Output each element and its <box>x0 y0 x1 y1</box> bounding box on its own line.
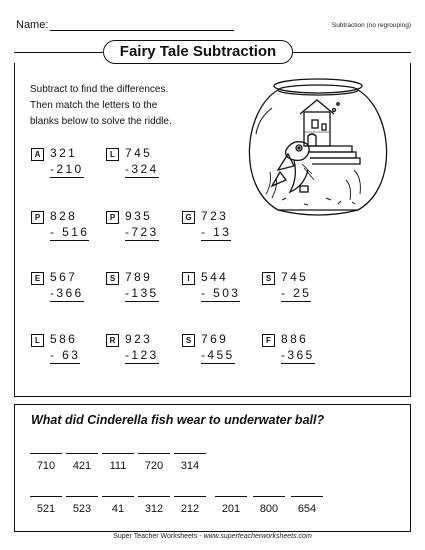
instructions <box>30 82 230 130</box>
problem <box>182 211 252 253</box>
answer-blank[interactable] <box>102 496 134 515</box>
problem-subtrahend: - 503 <box>201 286 241 300</box>
answer-line[interactable] <box>30 453 62 454</box>
answer-line[interactable] <box>138 496 170 497</box>
answer-line[interactable] <box>174 453 206 454</box>
problem-minuend: 923 <box>125 332 153 346</box>
answer-blank[interactable] <box>138 496 170 515</box>
footer <box>0 533 425 540</box>
problem-letter: A <box>31 148 44 161</box>
problem <box>106 148 176 190</box>
problem-subtrahend: -123 <box>125 348 159 362</box>
problem-minuend: 567 <box>50 270 78 284</box>
instruction-line: Then match the letters to the <box>30 100 158 111</box>
problem-letter: E <box>31 272 44 285</box>
problem-subtrahend: -135 <box>125 286 159 300</box>
worksheet-subtitle: Subtraction (no regrouping) <box>331 22 411 29</box>
answer-code: 111 <box>109 460 127 472</box>
page-title: Fairy Tale Subtraction <box>103 40 293 64</box>
answer-line[interactable] <box>102 453 134 454</box>
problem-minuend: 769 <box>201 332 229 346</box>
problem-subtrahend: - 25 <box>281 286 312 300</box>
fishbowl-illustration <box>242 74 394 220</box>
problem <box>31 334 101 376</box>
problem-minuend: 789 <box>125 270 153 284</box>
answer-code: 800 <box>259 503 279 515</box>
problem <box>106 272 176 314</box>
problem-letter: S <box>106 272 119 285</box>
problem-minuend: 745 <box>281 270 309 284</box>
answer-line[interactable] <box>66 453 98 454</box>
answer-blank[interactable] <box>215 496 247 515</box>
instruction-line: blanks below to solve the riddle. <box>30 116 172 127</box>
answer-line[interactable] <box>66 496 98 497</box>
footer-link[interactable]: www.superteacherworksheets.com <box>203 533 312 540</box>
answer-line[interactable] <box>253 496 285 497</box>
problem-minuend: 544 <box>201 270 229 284</box>
problem-minuend: 935 <box>125 209 153 223</box>
problem-letter: S <box>262 272 275 285</box>
answer-line[interactable] <box>102 496 134 497</box>
problem-letter: L <box>31 334 44 347</box>
problem <box>262 334 332 376</box>
problem-subtrahend: -366 <box>50 286 84 300</box>
footer-separator: - <box>197 533 204 540</box>
problem <box>31 211 101 253</box>
answer-line[interactable] <box>138 453 170 454</box>
answer-code: 312 <box>144 503 164 515</box>
answer-blank[interactable] <box>253 496 285 515</box>
answer-code: 314 <box>180 460 200 472</box>
instruction-line: Subtract to find the differences. <box>30 84 169 95</box>
answer-blank[interactable] <box>66 496 98 515</box>
answer-line[interactable] <box>291 496 323 497</box>
problem-letter: P <box>106 211 119 224</box>
problem-minuend: 321 <box>50 146 78 160</box>
name-label: Name: <box>16 19 49 31</box>
answer-code: 212 <box>180 503 200 515</box>
answer-code: 201 <box>221 503 241 515</box>
problem-letter: F <box>262 334 275 347</box>
problem-letter: G <box>182 211 195 224</box>
answer-blank[interactable] <box>30 496 62 515</box>
answer-blank[interactable] <box>66 453 98 472</box>
problem-subtrahend: - 516 <box>50 225 90 239</box>
answer-blank[interactable] <box>138 453 170 472</box>
problem-minuend: 723 <box>201 209 229 223</box>
problem <box>106 211 176 253</box>
answer-line[interactable] <box>215 496 247 497</box>
problem <box>31 148 101 190</box>
answer-code: 41 <box>111 503 125 515</box>
problem-subtrahend: -455 <box>201 348 235 362</box>
answer-line[interactable] <box>30 496 62 497</box>
riddle-question: What did Cinderella fish wear to underwater ball? <box>31 413 325 427</box>
problem-subtrahend: -723 <box>125 225 159 239</box>
footer-brand: Super Teacher Worksheets <box>113 533 198 540</box>
answer-code: 523 <box>72 503 92 515</box>
problem-subtrahend: - 13 <box>201 225 232 239</box>
problem-letter: R <box>106 334 119 347</box>
answer-code: 720 <box>144 460 164 472</box>
problem-subtrahend: - 63 <box>50 348 81 362</box>
problem-letter: L <box>106 148 119 161</box>
problem <box>31 272 101 314</box>
problem-minuend: 745 <box>125 146 153 160</box>
problem <box>182 334 252 376</box>
answer-blank[interactable] <box>174 496 206 515</box>
problem-subtrahend: -210 <box>50 162 84 176</box>
problem <box>262 272 332 314</box>
answer-blank[interactable] <box>30 453 62 472</box>
problem-letter: S <box>182 334 195 347</box>
answer-blank[interactable] <box>174 453 206 472</box>
name-blank-line[interactable] <box>50 30 234 31</box>
answer-blank[interactable] <box>291 496 323 515</box>
answer-blank[interactable] <box>102 453 134 472</box>
answer-code: 521 <box>36 503 56 515</box>
problem-subtrahend: -324 <box>125 162 159 176</box>
problem-minuend: 586 <box>50 332 78 346</box>
answer-code: 421 <box>72 460 92 472</box>
problem-minuend: 828 <box>50 209 78 223</box>
problem-letter: P <box>31 211 44 224</box>
problem <box>106 334 176 376</box>
problem-letter: I <box>182 272 195 285</box>
answer-line[interactable] <box>174 496 206 497</box>
answer-code: 654 <box>297 503 317 515</box>
problem <box>182 272 252 314</box>
problem-minuend: 886 <box>281 332 309 346</box>
problem-subtrahend: -365 <box>281 348 315 362</box>
answer-code: 710 <box>36 460 56 472</box>
